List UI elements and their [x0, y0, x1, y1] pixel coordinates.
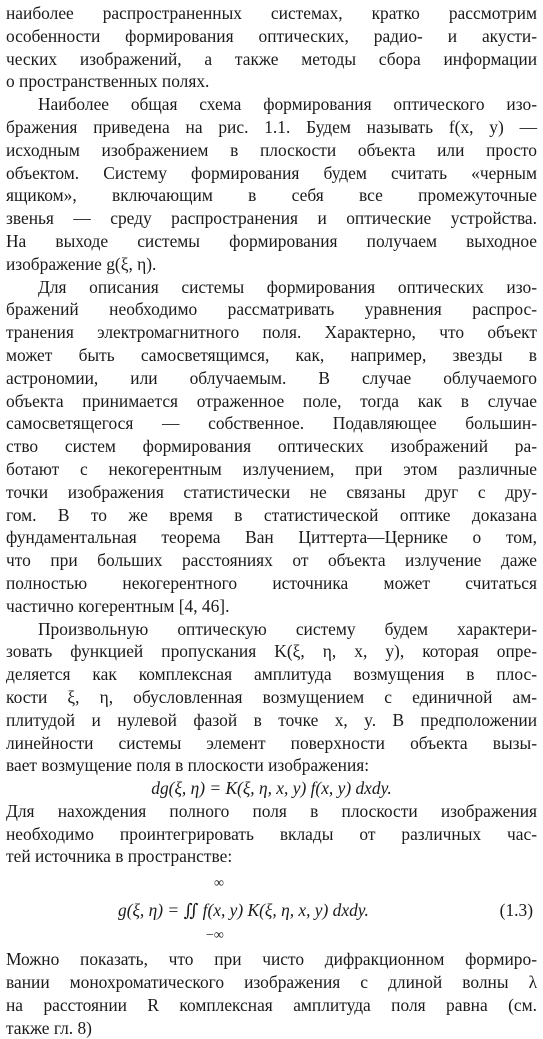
paragraph-5 [6, 800, 537, 868]
text-line: точки изображения статистически не связаны друг с дру- [6, 481, 537, 502]
text-line: Наиболее общая схема формирования оптического изо- [38, 94, 537, 115]
text-line: объекта принимается отраженное поле, тогда как в случае [6, 390, 537, 411]
text-line: кости ξ, η, обусловленная возмущением с единичной ам- [6, 686, 537, 707]
text-line: зовать функцией пропускания K(ξ, η, x, y), которая опре- [6, 641, 537, 662]
text-line: ботают с некогерентным излучением, при этом различные [6, 458, 537, 479]
text-line: бражений необходимо рассматривать уравнения распрос- [6, 299, 537, 320]
text-line: вании монохроматического изображения с длиной волны λ [6, 972, 537, 993]
book-page [6, 2, 537, 1039]
paragraph-3 [6, 276, 537, 618]
text-line: на расстоянии R комплексная амплитуда поля равна (см. [6, 994, 537, 1015]
text-line: о пространственных полях. [6, 71, 210, 92]
text-line: фундаментальная теорема Ван Циттерта—Цернике о том, [6, 527, 537, 548]
text-line: Произвольную оптическую систему будем характери- [38, 618, 537, 639]
text-line: ческих изображений, а также методы сбора информации [6, 48, 537, 69]
paragraph-2 [6, 93, 537, 275]
text-line: бражения приведена на рис. 1.1. Будем называть f(x, y) — [6, 116, 537, 137]
text-line: астрономии, или облучаемым. В случае облучаемого [6, 367, 537, 388]
text-line: самосветящегося — собственное. Подавляющее большин- [6, 413, 537, 434]
text-line: особенности формирования оптических, радио- и акусти- [6, 25, 537, 46]
text-line: наиболее распространенных системах, кратко рассмотрим [6, 3, 537, 23]
text-line: тей источника в пространстве: [6, 846, 233, 867]
text-line: ящиком», включающим в себя все промежуточные [6, 185, 537, 206]
text-line: объектом. Систему формирования будем считать «черным [6, 162, 537, 183]
paragraph-4 [6, 618, 537, 778]
inline-equation: dg(ξ, η) = K(ξ, η, x, y) f(x, y) dxdy. [151, 778, 392, 799]
text-line: изображение g(ξ, η). [6, 253, 157, 274]
text-line: плитудой и нулевой фазой в точке x, y. В предположении [6, 709, 537, 730]
paragraph-1 [6, 2, 537, 93]
text-line: вает возмущение поля в плоскости изображения: [6, 755, 370, 776]
text-line: деляется как комплексная амплитуда возмущения в плос- [6, 664, 537, 685]
text-line: может быть самосветящимся, как, например, звезды в [6, 344, 537, 365]
text-line: Для нахождения полного поля в плоскости изображения [6, 800, 537, 821]
equation-body: g(ξ, η) = ∬ f(x, y) K(ξ, η, x, y) dxdy. [118, 900, 369, 921]
integral-lower-limit: −∞ [206, 928, 224, 944]
text-line: также гл. 8) [6, 1017, 92, 1038]
paragraph-6 [6, 948, 537, 1039]
text-line: транения электромагнитного поля. Характерно, что объект [6, 322, 537, 343]
text-line: линейности системы элемент поверхности объекта вызы- [6, 732, 537, 753]
text-line: ство систем формирования оптических изображений ра- [6, 436, 537, 457]
text-line: На выходе системы формирования получаем выходное [6, 230, 537, 251]
text-line: частично когерентным [4, 46]. [6, 595, 230, 616]
integral-upper-limit: ∞ [214, 876, 224, 892]
text-line: полностью некогерентного источника может считаться [6, 572, 537, 593]
text-line: исходным изображением в плоскости объекта или просто [6, 139, 537, 160]
text-line: Для описания системы формирования оптических изо- [38, 276, 537, 297]
equation-number: (1.3) [499, 900, 533, 921]
text-line: Можно показать, что при чисто дифракционном формиро- [6, 949, 537, 970]
display-equation [6, 868, 537, 948]
text-line: гом. В то же время в статистической оптике доказана [6, 504, 537, 525]
text-line: звенья — среду распространения и оптические устройства. [6, 208, 537, 229]
text-line: необходимо проинтегрировать вклады от различных час- [6, 823, 537, 844]
text-line: что при больших расстояниях от объекта излучение даже [6, 550, 537, 571]
